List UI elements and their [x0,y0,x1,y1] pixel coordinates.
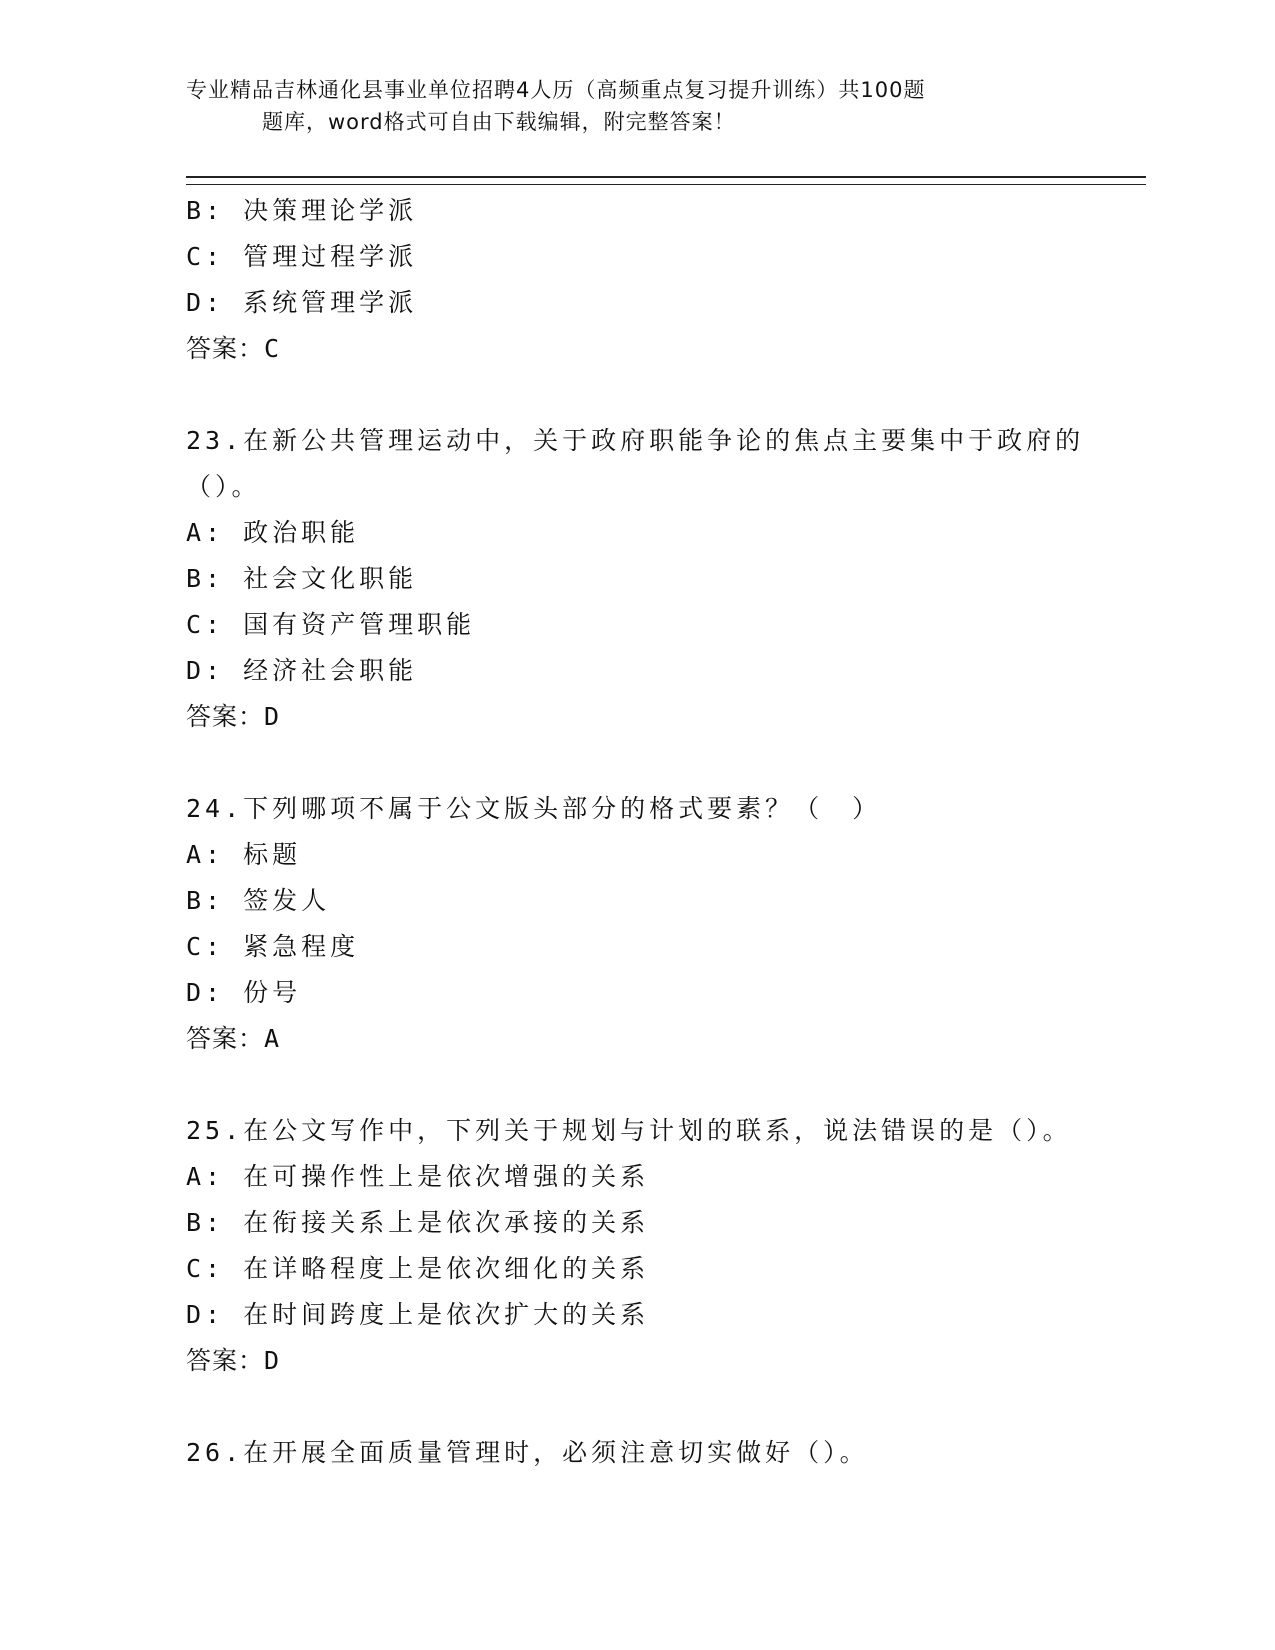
answer-label: 答案： [186,702,265,731]
option-d: D: 经济社会职能 [186,656,418,685]
answer-value: A [264,1024,280,1053]
question-23 [186,418,1086,740]
option-b: B: 在衔接关系上是依次承接的关系 [186,1208,650,1237]
answer-label: 答案： [186,334,265,363]
document-header [186,74,1066,138]
option-a: A: 标题 [186,840,302,869]
option-a: A: 政治职能 [186,518,360,547]
header-title-line2: 题库，word格式可自由下载编辑，附完整答案！ [262,110,736,134]
option-d: D: 在时间跨度上是依次扩大的关系 [186,1300,650,1329]
answer-label: 答案： [186,1024,265,1053]
question-24 [186,786,1086,1062]
answer-line [186,326,1086,372]
answer-value: D [264,702,280,731]
header-title-line1: 专业精品吉林通化县事业单位招聘4人历（高频重点复习提升训练）共100题 [186,78,926,102]
question-text: 25.在公文写作中，下列关于规划与计划的联系，说法错误的是（）。 [186,1116,1072,1145]
answer-line [186,1016,1086,1062]
option-b: B: 社会文化职能 [186,564,418,593]
question-text-continued: （）。 [186,472,261,501]
option-c: C: 在详略程度上是依次细化的关系 [186,1254,650,1283]
option-b: B: 决策理论学派 [186,196,418,225]
question-25 [186,1108,1086,1384]
option-a: A: 在可操作性上是依次增强的关系 [186,1162,650,1191]
option-d: D: 份号 [186,978,302,1007]
question-text: 26.在开展全面质量管理时，必须注意切实做好（）。 [186,1438,869,1467]
option-c: C: 国有资产管理职能 [186,610,476,639]
question-text: 23.在新公共管理运动中，关于政府职能争论的焦点主要集中于政府的 [186,426,1085,455]
option-b: B: 签发人 [186,886,331,915]
answer-value: D [264,1346,280,1375]
answer-line [186,694,1086,740]
option-c: C: 管理过程学派 [186,242,418,271]
answer-line [186,1338,1086,1384]
option-c: C: 紧急程度 [186,932,360,961]
header-divider [186,176,1146,185]
question-text: 24.下列哪项不属于公文版头部分的格式要素？（ ） [186,794,882,823]
question-26 [186,1430,1086,1476]
question-content [186,188,1086,1476]
answer-value: C [264,334,280,363]
option-d: D: 系统管理学派 [186,288,418,317]
answer-label: 答案： [186,1346,265,1375]
prev-question-block [186,188,1086,372]
